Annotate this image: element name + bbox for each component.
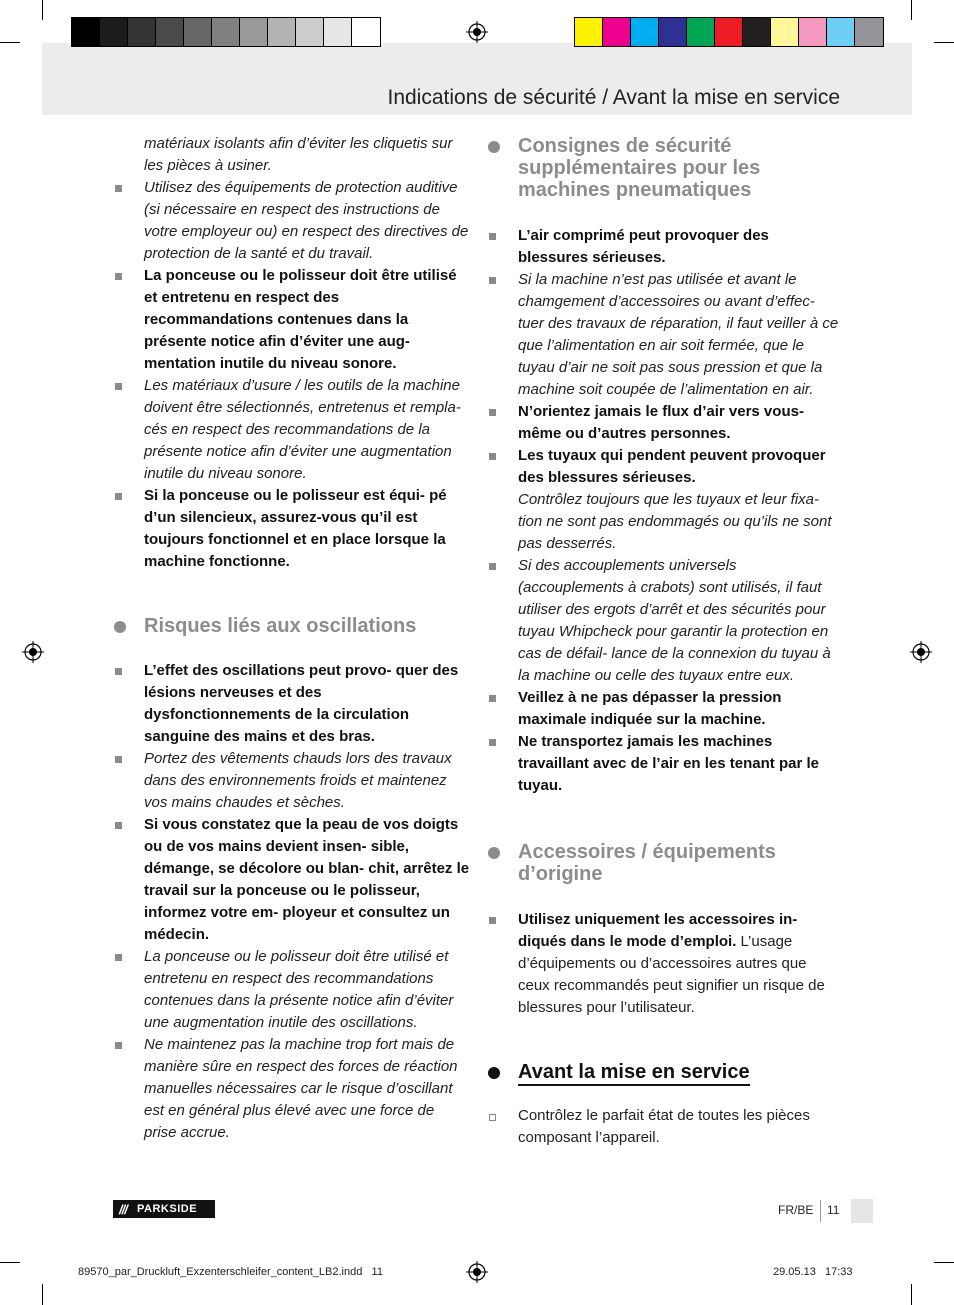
list-item: Si des accouplements universels (accouplements à crabots) sont utilisés, il faut utiliser des ergots d’arrêt et des sécurités pour tuyau Whipcheck pour garantir la protection en cas de défail- lance de la connexion du tuyau à la machine ou celle des tuyaux entre eux.	[484, 555, 840, 687]
list-item: Les matériaux d’usure / les outils de la machine doivent être sélectionnés, entretenus et rempla- cés en respect des recommandations de la présente notice afin d’éviter une augmentation inutile du niveau sonore.	[110, 375, 470, 485]
grayscale-swatch	[240, 18, 268, 46]
list-item: Si la ponceuse ou le polisseur est équi- pé d’un silencieux, assurez-vous qu’il est toujours fonctionnel et en place lorsque la machine fonctionne.	[110, 485, 470, 573]
right-column	[484, 133, 840, 1149]
grayscale-swatch	[72, 18, 100, 46]
bullet-square-icon	[115, 1042, 122, 1049]
process-swatch	[631, 18, 659, 46]
list-item: matériaux isolants afin d’éviter les cliquetis sur les pièces à usiner.	[144, 135, 453, 174]
process-swatch	[743, 18, 771, 46]
grayscale-swatch	[296, 18, 324, 46]
bullet-square-icon	[489, 277, 496, 284]
checkbox-icon	[489, 1114, 496, 1121]
bullet-square-icon	[489, 233, 496, 240]
section-heading-accessories: Accessoires / équipements d’origine	[484, 841, 840, 885]
section-heading-oscillations: Risques liés aux oscillations	[110, 615, 470, 637]
crop-mark	[911, 0, 912, 20]
grayscale-color-bar	[71, 17, 381, 47]
divider	[820, 1200, 821, 1222]
bullet-square-icon	[115, 493, 122, 500]
crop-mark	[0, 1262, 20, 1263]
registration-mark-icon	[466, 21, 488, 43]
checklist-item: Contrôlez le parfait état de toutes les pièces composant l’appareil.	[484, 1105, 840, 1149]
crop-mark	[934, 42, 954, 43]
process-color-bar	[574, 17, 884, 47]
grayscale-swatch	[324, 18, 352, 46]
process-swatch	[659, 18, 687, 46]
bullet-square-icon	[115, 954, 122, 961]
section-heading-pneumatic: Consignes de sécurité supplémentaires pour les machines pneumatiques	[484, 135, 840, 201]
list-item: Portez des vêtements chauds lors des travaux dans des environnements froids et maintenez vos mains chaudes et sèches.	[110, 748, 470, 814]
grayscale-swatch	[268, 18, 296, 46]
bullet-square-icon	[115, 383, 122, 390]
grayscale-swatch	[156, 18, 184, 46]
registration-mark-icon	[22, 641, 44, 663]
bullet-square-icon	[115, 185, 122, 192]
registration-mark-icon	[910, 641, 932, 663]
bullet-dot-icon	[488, 141, 500, 153]
slug-filename: 89570_par_Druckluft_Exzenterschleifer_content_LB2.indd 11	[78, 1266, 383, 1278]
list-item: Veillez à ne pas dépasser la pression maximale indiquée sur la machine.	[484, 687, 840, 731]
process-swatch	[715, 18, 743, 46]
list-item: Les tuyaux qui pendent peuvent provoquer des blessures sérieuses. Contrôlez toujours que les tuyaux et leur fixa- tion ne sont pas endommagés ou qu’ils ne sont pas desserrés.	[484, 445, 840, 555]
grayscale-swatch	[212, 18, 240, 46]
bullet-dot-icon	[488, 847, 500, 859]
oscillations-list	[110, 660, 470, 1144]
registration-mark-icon	[466, 1261, 488, 1283]
section-heading-startup: Avant la mise en service	[484, 1061, 840, 1083]
list-item: Utilisez uniquement les accessoires in- diqués dans le mode d’emploi. L’usage d’équipements ou d’accessoires autres que ceux recommandés peut signifier un risque de blessures pour l’utilisateur.	[484, 909, 840, 1019]
crop-mark	[0, 42, 20, 43]
list-item: L’effet des oscillations peut provo- quer des lésions nerveuses et des dysfonctionnements de la circulation sanguine des mains et des bras.	[110, 660, 470, 748]
page-tab-marker	[851, 1199, 873, 1223]
bullet-square-icon	[115, 668, 122, 675]
bullet-square-icon	[489, 409, 496, 416]
list-item: La ponceuse ou le polisseur doit être utilisé et entretenu en respect des recommandations contenues dans la présente notice afin d’éviter une aug- mentation inutile du niveau sonore.	[110, 265, 470, 375]
crop-mark	[42, 0, 43, 20]
crop-mark	[42, 1284, 43, 1305]
bullet-square-icon	[115, 756, 122, 763]
list-item: Utilisez des équipements de protection auditive (si nécessaire en respect des instructions de votre employeur ou) en respect des directives de protection de la santé et du travail.	[110, 177, 470, 265]
grayscale-swatch	[184, 18, 212, 46]
list-item: N’orientez jamais le flux d’air vers vous-même ou d’autres personnes.	[484, 401, 840, 445]
page-title: Indications de sécurité / Avant la mise en service	[387, 86, 840, 109]
crop-mark	[911, 1284, 912, 1305]
grayscale-swatch	[100, 18, 128, 46]
grayscale-swatch	[128, 18, 156, 46]
process-swatch	[771, 18, 799, 46]
slug-date: 29.05.13 17:33	[773, 1266, 853, 1278]
bullet-square-icon	[489, 917, 496, 924]
language-code: FR/BE	[778, 1203, 814, 1217]
process-swatch	[603, 18, 631, 46]
process-swatch	[575, 18, 603, 46]
process-swatch	[687, 18, 715, 46]
bullet-square-icon	[489, 695, 496, 702]
pneumatic-list	[484, 225, 840, 797]
list-item: Ne transportez jamais les machines travaillant avec de l’air en les tenant par le tuyau.	[484, 731, 840, 797]
grayscale-swatch	[352, 18, 380, 46]
bullet-square-icon	[115, 273, 122, 280]
list-item: Ne maintenez pas la machine trop fort mais de manière sûre en respect des forces de réaction manuelles nécessaires car le risque d’oscillant est en général plus élevé avec une force de prise accrue.	[110, 1034, 470, 1144]
bullet-square-icon	[489, 739, 496, 746]
crop-mark	[934, 1262, 954, 1263]
process-swatch	[827, 18, 855, 46]
bullet-dot-icon	[488, 1067, 500, 1079]
process-swatch	[855, 18, 883, 46]
bullet-square-icon	[489, 453, 496, 460]
bullet-square-icon	[115, 822, 122, 829]
list-item: Si vous constatez que la peau de vos doigts ou de vos mains devient insen- sible, démange, se décolore ou blan- chit, arrêtez le travail sur la ponceuse ou le polisseur, informez votre em- ployeur et consultez un médecin.	[110, 814, 470, 946]
left-column	[110, 133, 470, 1144]
page-number: 11	[827, 1203, 840, 1217]
list-item: Si la machine n’est pas utilisée et avant le chamgement d’accessoires ou avant d’effec- tuer des travaux de réparation, il faut veiller à ce que l’alimentation en air soit fermée, que le tuyau d’air ne soit pas sous pression et que la machine soit coupée de l’alimentation en air.	[484, 269, 840, 401]
bullet-square-icon	[489, 563, 496, 570]
parkside-logo: /// PARKSIDE	[113, 1200, 215, 1218]
bullet-dot-icon	[114, 621, 126, 633]
list-item: La ponceuse ou le polisseur doit être utilisé et entretenu en respect des recommandations contenues dans la présente notice afin d’éviter une augmentation inutile des oscillations.	[110, 946, 470, 1034]
list-item: L’air comprimé peut provoquer des blessures sérieuses.	[484, 225, 840, 269]
process-swatch	[799, 18, 827, 46]
